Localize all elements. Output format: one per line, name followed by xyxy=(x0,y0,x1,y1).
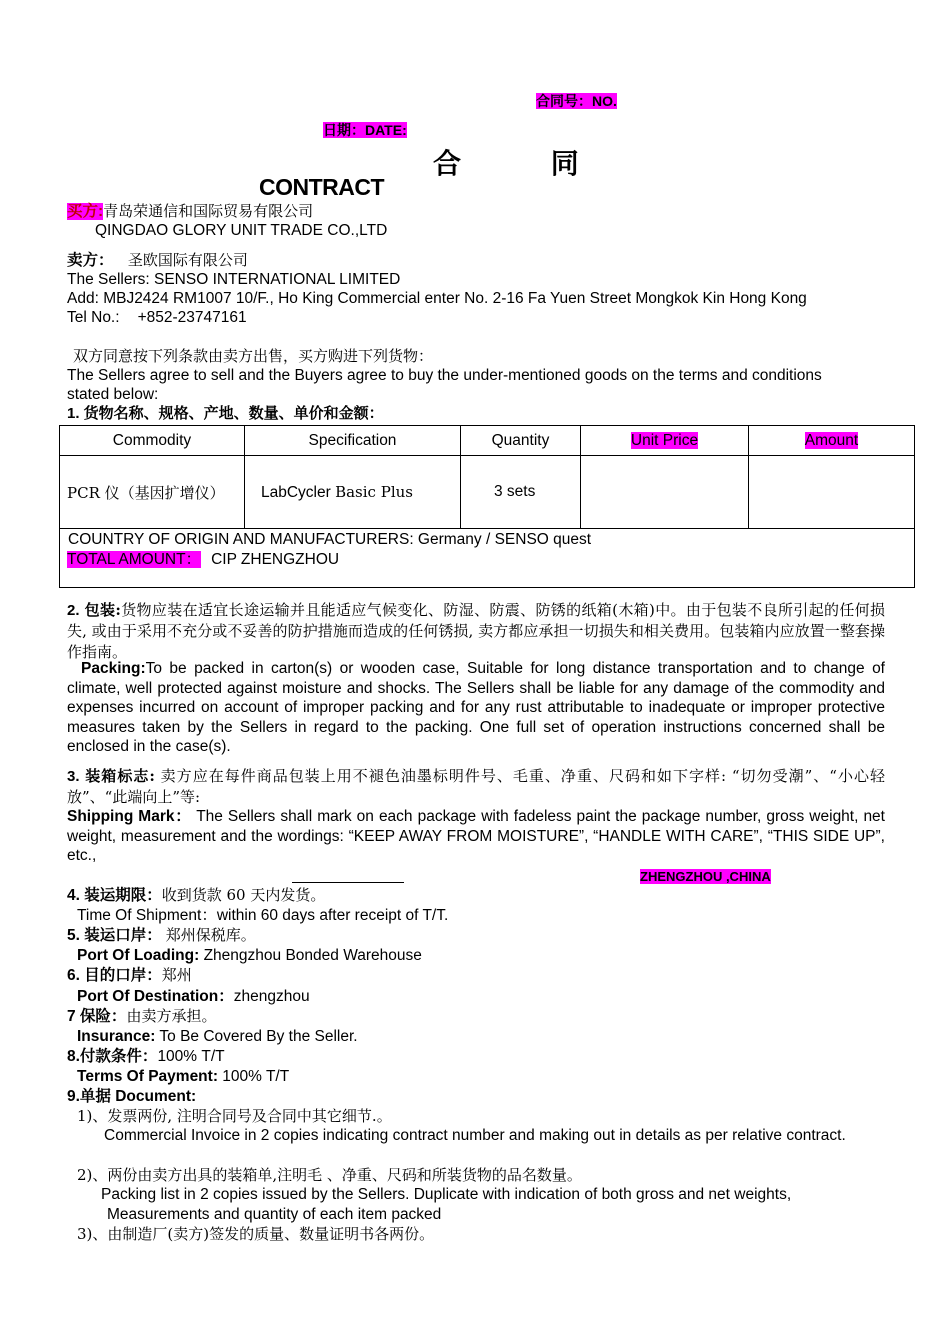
cell-specification: LabCycler Basic Plus xyxy=(245,456,461,529)
doc-item-2-en-2: Measurements and quantity of each item packed xyxy=(107,1206,442,1223)
total-label: TOTAL AMOUNT： xyxy=(67,551,202,568)
mark-underline xyxy=(292,882,404,883)
doc-item-2-en-1: Packing list in 2 copies issued by the Sellers. Duplicate with indication of both gross and net weights, xyxy=(101,1186,792,1203)
seller-line xyxy=(67,251,248,270)
title-english: CONTRACT xyxy=(259,174,385,200)
section-4-en: Time Of Shipment：within 60 days after receipt of T/T. xyxy=(77,907,449,924)
section-8-cn: 8.付款条件：100% T/T xyxy=(67,1048,225,1065)
title-chinese: 合 同 xyxy=(433,147,619,180)
doc-item-1-en: Commercial Invoice in 2 copies indicating contract number and making out in details as per relative contract. xyxy=(104,1127,846,1144)
cell-summary xyxy=(60,529,915,588)
origin-text: COUNTRY OF ORIGIN AND MANUFACTURERS: Germany / SENSO quest xyxy=(68,531,592,548)
section-9-title: 9.单据 Document: xyxy=(67,1088,197,1105)
section-5-en: Port Of Loading: Zhengzhou Bonded Warehouse xyxy=(77,947,422,964)
buyer-name-en: QINGDAO GLORY UNIT TRADE CO.,LTD xyxy=(95,222,388,239)
buyer-label: 买方: xyxy=(67,203,104,220)
seller-tel: Tel No.: +852-23747161 xyxy=(67,309,247,326)
table-summary-row xyxy=(60,529,915,588)
section-6-en: Port Of Destination：zhengzhou xyxy=(77,988,310,1005)
cell-quantity: 3 sets xyxy=(461,456,581,529)
section-4-cn: 4. 装运期限：收到货款 60 天内发货。 xyxy=(67,886,326,904)
section-8-en: Terms Of Payment: 100% T/T xyxy=(77,1068,290,1085)
header-specification: Specification xyxy=(245,426,461,456)
cell-amount xyxy=(749,456,915,529)
agreement-cn: 双方同意按下列条款由卖方出售，买方购进下列货物： xyxy=(73,347,434,365)
header-commodity: Commodity xyxy=(60,426,245,456)
section-3-cn: 3. 装箱标志: 卖方应在每件商品包装上用不褪色油墨标明件号、毛重、净重、尺码和如下字样: “切勿受潮”、“小心轻放”、“此端向上”等: xyxy=(67,767,885,806)
doc-item-1-cn: 1)、发票两份, 注明合同号及合同中其它细节.。 xyxy=(77,1107,392,1125)
agreement-en-1: The Sellers agree to sell and the Buyers agree to buy the under-mentioned goods on the terms and conditions xyxy=(67,367,822,384)
buyer-name-cn: 青岛荣通信和国际贸易有限公司 xyxy=(103,202,314,220)
seller-name-cn: 圣欧国际有限公司 xyxy=(127,251,248,269)
section-6-cn: 6. 目的口岸：郑州 xyxy=(67,966,192,984)
section-7-en: Insurance: To Be Covered By the Seller. xyxy=(77,1028,358,1045)
contract-number: 合同号：NO. xyxy=(536,93,617,109)
agreement-en-2: stated below: xyxy=(67,386,159,403)
section-2-en: Packing:To be packed in carton(s) or wooden case, Suitable for long distance transportation and to change of climate, well protected against moisture and shocks. The Sellers shall be liable for any damage of the commodity and expenses incurred on account of improper packing and for any rust attributable to inadequate or improper protective measures taken by the Sellers in regard to the packing. One full set of operation instructions concerned shall be enclosed in the case(s). xyxy=(67,660,885,755)
total-terms: CIP ZHENGZHOU xyxy=(211,551,340,568)
shipping-mark: ZHENGZHOU ,CHINA xyxy=(640,869,771,884)
header-unit-price: Unit Price xyxy=(581,426,749,456)
section-2-cn: 2. 包装:货物应装在适宜长途运输并且能适应气候变化、防湿、防震、防锈的纸箱(木箱)中。由于包装不良所引起的任何损失, 或由于采用不充分或不妥善的防护措施而造成的任何锈损, 卖方都应承担一切损失和相关费用。包装箱内应放置一整套操作指南。 xyxy=(67,601,885,661)
header-amount: Amount xyxy=(749,426,915,456)
cell-commodity: PCR 仪（基因扩增仪） xyxy=(60,456,245,529)
goods-table xyxy=(59,425,915,588)
doc-item-2-cn: 2)、两份由卖方出具的装箱单,注明毛 、净重、尺码和所装货物的品名数量。 xyxy=(77,1166,582,1184)
seller-name-en: The Sellers: SENSO INTERNATIONAL LIMITED xyxy=(67,271,401,288)
buyer-line xyxy=(67,202,313,221)
seller-address: Add: MBJ2424 RM1007 10/F., Ho King Commercial enter No. 2-16 Fa Yuen Street Mongkok Kin Hong Kong xyxy=(67,290,807,307)
contract-date: 日期：DATE: xyxy=(323,122,407,138)
section-5-cn: 5. 装运口岸： 郑州保税库。 xyxy=(67,926,256,944)
total-line xyxy=(67,550,914,570)
doc-item-3-cn: 3)、由制造厂(卖方)签发的质量、数量证明书各两份。 xyxy=(77,1225,435,1243)
section-7-cn: 7 保险：由卖方承担。 xyxy=(67,1007,217,1025)
table-row xyxy=(60,456,915,529)
header-quantity: Quantity xyxy=(461,426,581,456)
section-3-en: Shipping Mark： The Sellers shall mark on each package with fadeless paint the package number, gross weight, net weight, measurement and the wordings: “KEEP AWAY FROM MOISTURE”, “HANDLE WITH CARE”, “THIS SIDE UP”, etc., xyxy=(67,808,885,864)
section-1-title: 1. 货物名称、规格、产地、数量、单价和金额： xyxy=(67,405,384,422)
seller-label: 卖方： xyxy=(67,252,114,269)
cell-unit-price xyxy=(581,456,749,529)
table-header-row xyxy=(60,426,915,456)
